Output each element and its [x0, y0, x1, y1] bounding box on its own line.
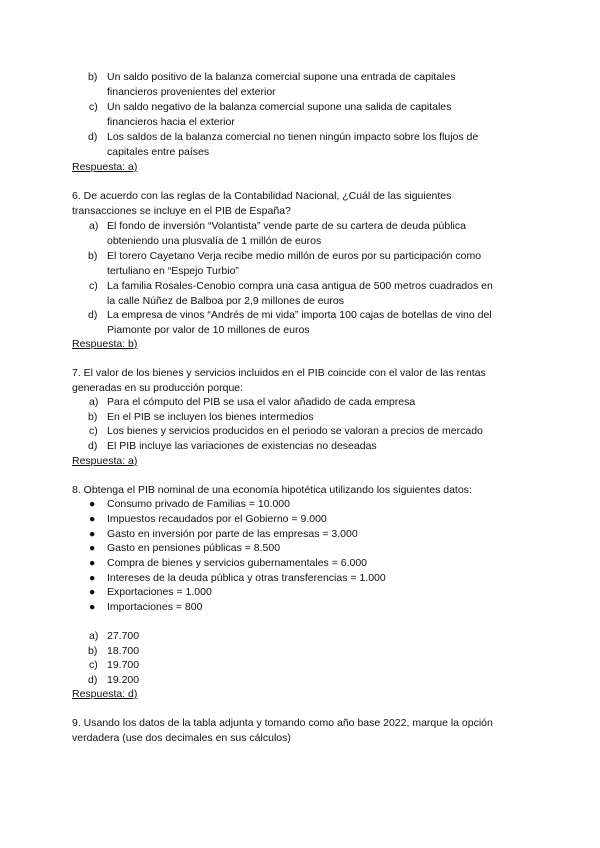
option-marker: a) — [89, 220, 99, 232]
answer-label: Respuesta: a) — [72, 161, 138, 173]
data-bullet: Impuestos recaudados por el Gobierno = 9.000 — [107, 513, 327, 525]
data-bullet: Gasto en inversión por parte de las empresas = 3.000 — [107, 528, 358, 540]
option-text: La familia Rosales-Cenobio compra una casa antigua de 500 metros cuadrados en — [107, 280, 493, 292]
data-bullet: Intereses de la deuda pública y otras transferencias = 1.000 — [107, 572, 386, 584]
option-marker: c) — [89, 659, 98, 671]
option-text: la calle Núñez de Balboa por 2,9 millones de euros — [107, 295, 344, 307]
data-bullet: Consumo privado de Familias = 10.000 — [107, 498, 290, 510]
option-text: 27.700 — [107, 630, 140, 642]
bullet-icon: ● — [89, 557, 96, 569]
option-text: tertuliano en “Espejo Turbio” — [107, 265, 239, 277]
data-bullet: Compra de bienes y servicios gubernamentales = 6.000 — [107, 557, 368, 569]
option-text: En el PIB se incluyen los bienes intermedios — [107, 411, 314, 423]
option-text: capitales entre países — [107, 146, 210, 158]
option-marker: a) — [89, 396, 99, 408]
option-marker: c) — [89, 101, 98, 113]
option-marker: d) — [88, 674, 98, 686]
bullet-icon: ● — [89, 586, 96, 598]
bullet-icon: ● — [89, 572, 96, 584]
option-text: El PIB incluye las variaciones de existencias no deseadas — [107, 440, 377, 452]
data-bullet: Importaciones = 800 — [107, 601, 203, 613]
option-text: El torero Cayetano Verja recibe medio millón de euros por su participación como — [107, 250, 482, 262]
option-text: financieros hacia el exterior — [107, 116, 235, 128]
option-marker: b) — [88, 645, 98, 657]
question-stem: verdadera (use dos decimales en sus cálculos) — [72, 732, 291, 744]
option-marker: d) — [88, 309, 98, 321]
option-text: Para el cómputo del PIB se usa el valor añadido de cada empresa — [107, 396, 416, 408]
option-text: El fondo de inversión “Volantista” vende parte de su cartera de deuda pública — [107, 220, 466, 232]
question-stem: 9. Usando los datos de la tabla adjunta y tomando como año base 2022, marque la opción — [72, 717, 493, 729]
question-stem: generadas en su producción porque: — [72, 382, 244, 394]
option-text: Un saldo negativo de la balanza comercial supone una salida de capitales — [107, 101, 452, 113]
option-text: 19.200 — [107, 674, 140, 686]
option-text: Los saldos de la balanza comercial no tienen ningún impacto sobre los flujos de — [107, 131, 479, 143]
question-stem: 6. De acuerdo con las reglas de la Contabilidad Nacional, ¿Cuál de las siguientes — [72, 190, 452, 202]
option-text: 19.700 — [107, 659, 140, 671]
option-text: Piamonte por valor de 10 millones de euros — [107, 324, 310, 336]
question-stem: 8. Obtenga el PIB nominal de una economía hipotética utilizando los siguientes datos: — [72, 484, 472, 496]
data-bullet: Exportaciones = 1.000 — [107, 586, 212, 598]
option-text: 18.700 — [107, 645, 140, 657]
bullet-icon: ● — [89, 513, 96, 525]
option-text: Un saldo positivo de la balanza comercial supone una entrada de capitales — [107, 71, 456, 83]
option-marker: d) — [88, 131, 98, 143]
answer-label: Respuesta: b) — [72, 338, 138, 350]
option-marker: b) — [88, 250, 98, 262]
answer-label: Respuesta: a) — [72, 455, 138, 467]
answer-label: Respuesta: d) — [72, 688, 138, 700]
bullet-icon: ● — [89, 601, 96, 613]
option-marker: b) — [88, 411, 98, 423]
option-text: La empresa de vinos “Andrés de mi vida” importa 100 cajas de botellas de vino del — [107, 309, 492, 321]
bullet-icon: ● — [89, 498, 96, 510]
option-marker: a) — [89, 630, 99, 642]
bullet-icon: ● — [89, 542, 96, 554]
option-text: Los bienes y servicios producidos en el periodo se valoran a precios de mercado — [107, 425, 483, 437]
option-marker: c) — [89, 280, 98, 292]
bullet-icon: ● — [89, 528, 96, 540]
option-marker: b) — [88, 71, 98, 83]
data-bullet: Gasto en pensiones públicas = 8.500 — [107, 542, 281, 554]
question-stem: transacciones se incluye en el PIB de España? — [72, 205, 291, 217]
question-stem: 7. El valor de los bienes y servicios incluidos en el PIB coincide con el valor de las rentas — [72, 367, 486, 379]
option-marker: c) — [89, 425, 98, 437]
option-text: obteniendo una plusvalía de 1 millón de euros — [107, 235, 322, 247]
option-marker: d) — [88, 440, 98, 452]
option-text: financieros provenientes del exterior — [107, 86, 276, 98]
